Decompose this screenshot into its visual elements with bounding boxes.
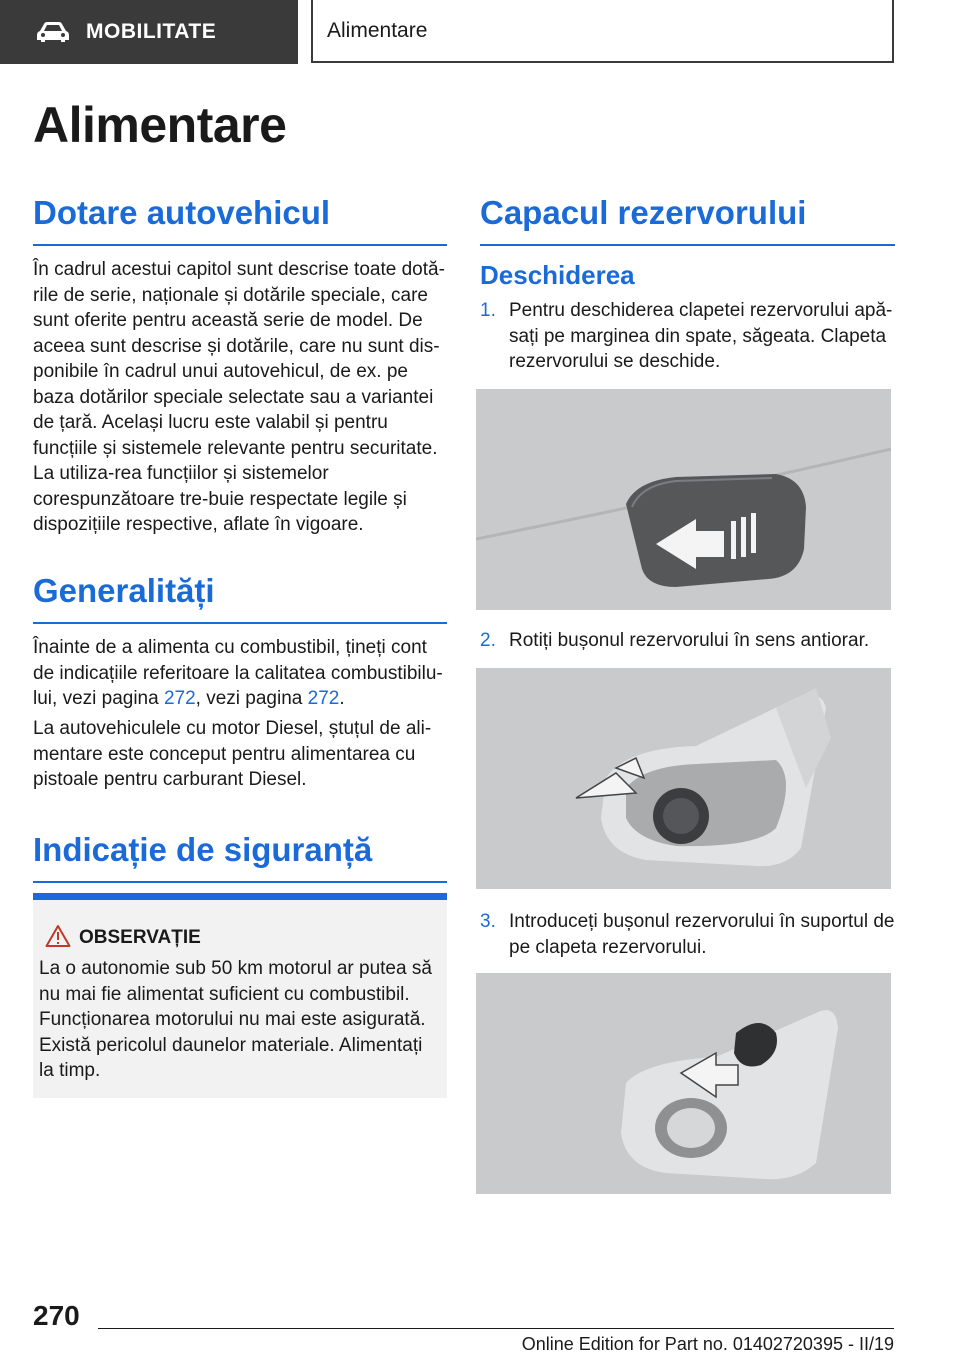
section-tab[interactable]: [0, 0, 298, 64]
text-fragment: .: [339, 688, 345, 709]
step-text: Rotiți bușonul rezervorului în sens antiorar.: [509, 630, 870, 651]
fuel-flap-closed-image: [476, 389, 891, 610]
heading-capacul-rezervorului: Capacul rezervorului: [480, 194, 895, 246]
heading-generalitati: Generalități: [33, 572, 447, 624]
step-number: 1.: [480, 300, 496, 321]
step-text: Pentru deschiderea clapetei rezervorului apă-sați pe marginea din spate, săgeata. Clapeta rezervorului se deschide.: [509, 300, 893, 372]
page-number: 270: [33, 1300, 80, 1331]
warning-box: [33, 893, 447, 1098]
paragraph-generalitati-2: La autovehiculele cu motor Diesel, ștuțul de ali-mentare este conceput pentru alimentarea cu pistoale pentru carburant Diesel.: [33, 718, 432, 790]
page-link-272[interactable]: 272: [163, 688, 196, 709]
fuel-cap-illustration: [476, 668, 891, 889]
fuel-cap-holder-image: [476, 973, 891, 1194]
warning-body: La o autonomie sub 50 km motorul ar putea să nu mai fie alimentat suficient cu combustibil. Funcționarea motorului nu mai este asigurată. Există pericolul daunelor materiale. Alimentați la timp.: [39, 958, 432, 1081]
warning-title: OBSERVAȚIE: [79, 927, 201, 948]
section-label: MOBILITATE: [86, 20, 217, 43]
car-icon: [36, 21, 70, 43]
paragraph-generalitati-1: [33, 635, 447, 712]
page-link-272-second[interactable]: 272: [307, 688, 340, 709]
fuel-cap-holder-illustration: [476, 973, 891, 1194]
fuel-cap-rotate-image: [476, 668, 891, 889]
page-title: Alimentare: [33, 97, 287, 153]
warning-triangle-icon: [45, 924, 71, 948]
heading-indicatie-siguranta: Indicație de siguranță: [33, 831, 447, 883]
step-text: Introduceți bușonul rezervorului în suportul de pe clapeta rezervorului.: [509, 911, 895, 958]
fuel-flap-illustration: [476, 389, 891, 610]
chapter-tab[interactable]: [311, 0, 894, 63]
footer-divider: [98, 1328, 894, 1329]
heading-dotare-autovehicul: Dotare autovehicul: [33, 194, 447, 246]
text-fragment: , vezi pagina: [195, 688, 308, 709]
paragraph-dotare: În cadrul acestui capitol sunt descrise toate dotă-rile de serie, naționale și dotările speciale, care sunt oferite pentru această serie de model. De aceea sunt descrise și dotările, care nu sunt dis-ponibile în cadrul unui autovehicul, de ex. pe baza dotărilor speciale selectate sau a variantei de țară. Același lucru este valabil și pentru funcțiile și sistemele relevante pentru securitate. La utiliza-rea funcțiilor și sistemelor corespunzătoare tre-buie respectate legile și dispozițiile respective, aflate în vigoare.: [33, 259, 445, 535]
text-fragment: Înainte de a alimenta cu combustibil, țineți cont de indicațiile referitoare la calitatea combustibilu-lui, vezi pagina: [33, 637, 443, 709]
step-number: 3.: [480, 911, 496, 932]
footer-edition: Online Edition for Part no. 01402720395 - II/19: [521, 1334, 894, 1354]
subheading-deschiderea: Deschiderea: [480, 260, 635, 290]
step-number: 2.: [480, 630, 496, 651]
chapter-label: Alimentare: [327, 18, 428, 42]
